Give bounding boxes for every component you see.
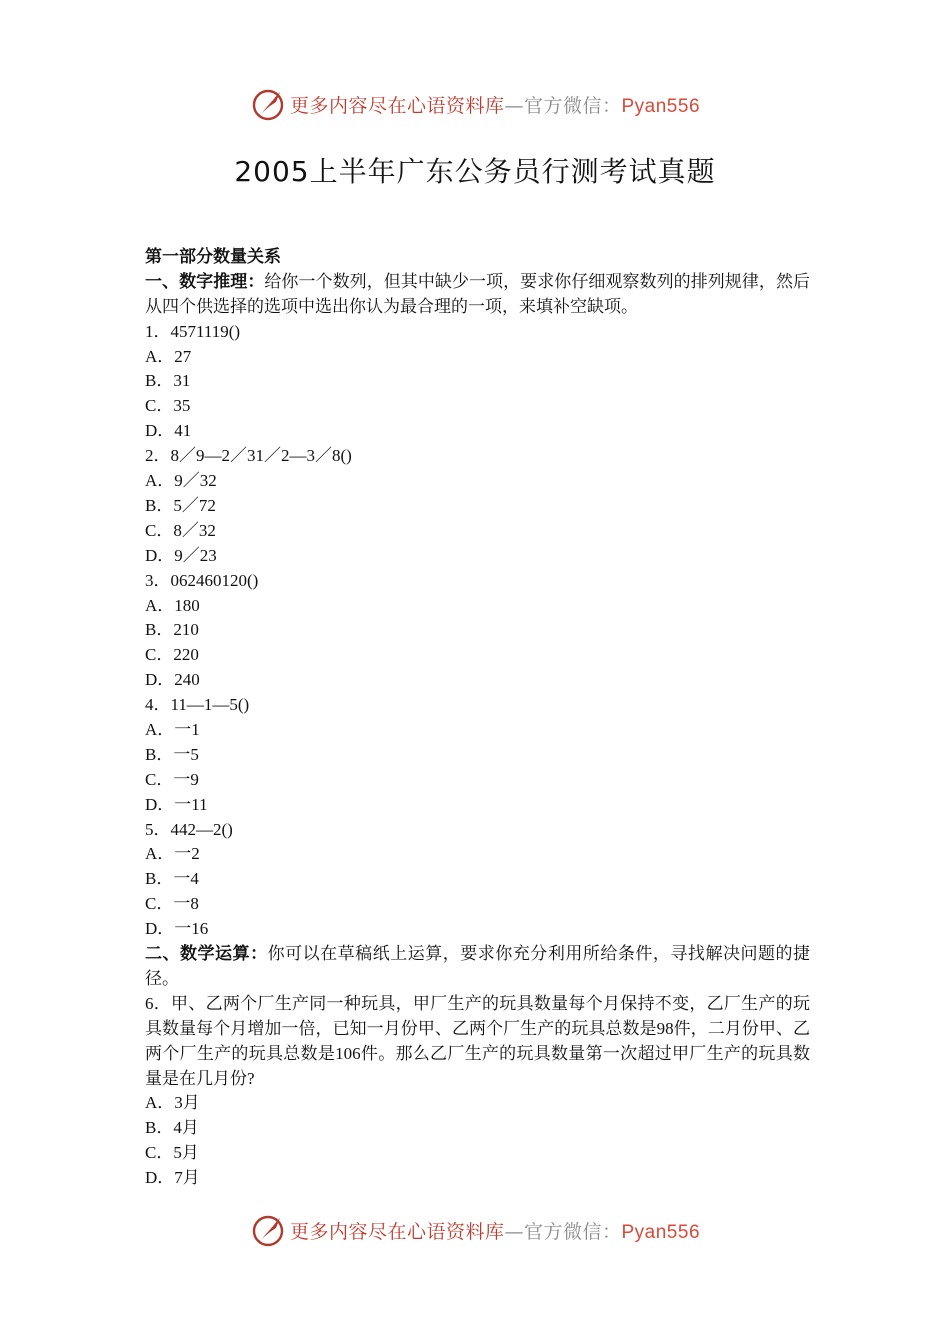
option: B．一4 [145, 869, 199, 889]
option: A．一2 [145, 844, 200, 864]
option: D．41 [145, 421, 192, 441]
question-1 [145, 320, 810, 444]
option: C．8／32 [145, 520, 216, 540]
option: C．一9 [145, 769, 199, 789]
question-stem: 6．甲、乙两个厂生产同一种玩具，甲厂生产的玩具数量每个月保持不变，乙厂生产的玩具数量每个月增加一倍，已知一月份甲、乙两个厂生产的玩具总数是98件，二月份甲、乙两个厂生产的玩具总数是106件。那么乙厂生产的玩具数量第一次超过甲厂生产的玩具数量是在几月份? [145, 993, 810, 1088]
option: D．240 [145, 670, 200, 690]
question-stem: 4．11—1—5() [145, 695, 250, 715]
document-body [145, 245, 810, 1191]
option: A．3月 [145, 1093, 200, 1113]
header-banner [0, 84, 950, 124]
quill-logo-icon [250, 86, 286, 122]
option: C．220 [145, 645, 199, 665]
question-5 [145, 818, 810, 942]
option: C．5月 [145, 1143, 199, 1163]
question-4 [145, 693, 810, 817]
question-stem: 5．442—2() [145, 819, 233, 839]
quill-logo-icon [250, 1212, 286, 1248]
question-stem: 2．8／9—2／31／2—3／8() [145, 446, 352, 466]
option: D．一16 [145, 919, 209, 939]
option: A．9／32 [145, 471, 217, 491]
part1-description: 给你一个数列，但其中缺少一项，要求你仔细观察数列的排列规律，然后从四个供选择的选项中选出你认为最合理的一项，来填补空缺项。 [145, 271, 811, 316]
option: A．一1 [145, 719, 200, 739]
footer-banner [0, 1210, 950, 1250]
option: D．一11 [145, 794, 208, 814]
option: B．4月 [145, 1118, 199, 1138]
question-stem: 1．4571119() [145, 321, 241, 341]
option: B．5／72 [145, 495, 216, 515]
option: D．7月 [145, 1168, 200, 1188]
part2-label: 二、数学运算： [145, 943, 268, 964]
option: A．27 [145, 346, 192, 366]
question-3 [145, 569, 810, 693]
part2-instructions [145, 942, 810, 992]
banner-text: 更多内容尽在心语资料库—官方微信：Pyan556 [289, 1220, 701, 1243]
question-2 [145, 444, 810, 568]
part2-description: 你可以在草稿纸上运算，要求你充分利用所给条件，寻找解决问题的捷径。 [145, 943, 811, 988]
question-stem: 3．062460120() [145, 570, 259, 590]
option: B．210 [145, 620, 199, 640]
question-6 [145, 992, 810, 1191]
banner-text: 更多内容尽在心语资料库—官方微信：Pyan556 [289, 94, 701, 117]
option: D．9／23 [145, 545, 217, 565]
option: C．一8 [145, 894, 199, 914]
option: B．31 [145, 371, 191, 391]
page-title: 2005上半年广东公务员行测考试真题 [234, 155, 716, 188]
section-heading: 第一部分数量关系 [145, 247, 281, 267]
option: B．一5 [145, 744, 199, 764]
option: A．180 [145, 595, 200, 615]
part1-label: 一、数字推理： [145, 271, 265, 292]
part1-instructions [145, 270, 810, 320]
option: C．35 [145, 396, 191, 416]
